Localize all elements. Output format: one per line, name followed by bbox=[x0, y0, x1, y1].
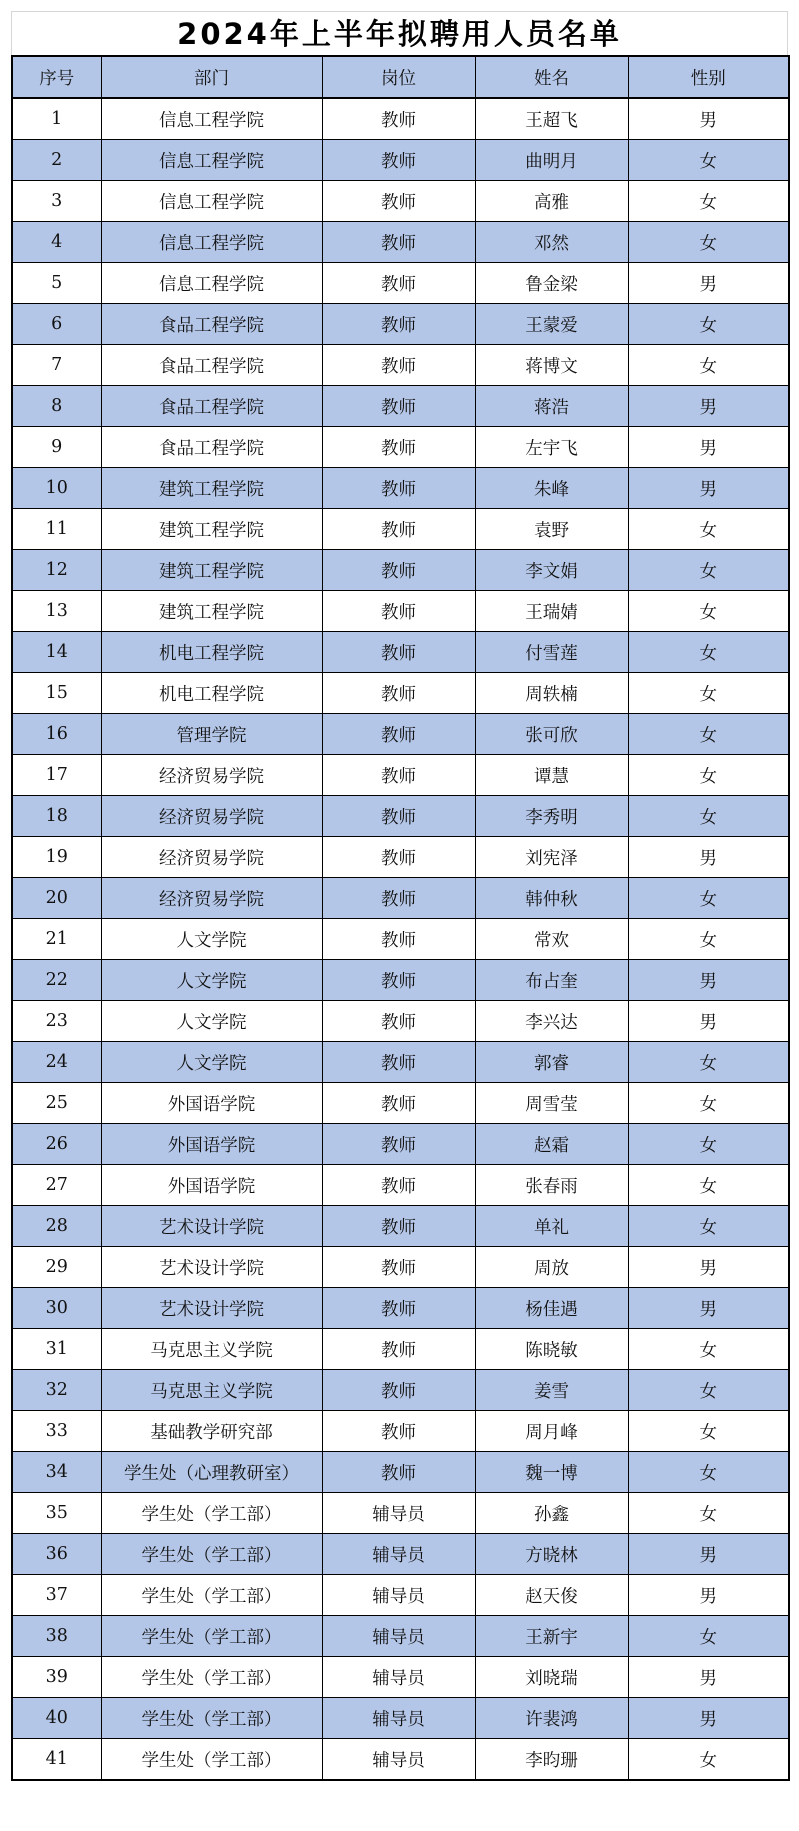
table-row bbox=[12, 1124, 789, 1165]
cell-department: 外国语学院 bbox=[101, 1165, 322, 1206]
table-row bbox=[12, 98, 789, 140]
cell-department: 外国语学院 bbox=[101, 1083, 322, 1124]
cell-gender: 女 bbox=[628, 222, 789, 263]
cell-index: 41 bbox=[12, 1739, 101, 1781]
cell-department: 信息工程学院 bbox=[101, 263, 322, 304]
cell-index: 19 bbox=[12, 837, 101, 878]
cell-position: 教师 bbox=[322, 386, 475, 427]
table-row bbox=[12, 550, 789, 591]
cell-index: 11 bbox=[12, 509, 101, 550]
cell-index: 26 bbox=[12, 1124, 101, 1165]
column-header-department: 部门 bbox=[101, 56, 322, 98]
cell-department: 信息工程学院 bbox=[101, 181, 322, 222]
cell-department: 人文学院 bbox=[101, 1042, 322, 1083]
cell-gender: 男 bbox=[628, 1698, 789, 1739]
cell-gender: 女 bbox=[628, 509, 789, 550]
cell-gender: 女 bbox=[628, 1370, 789, 1411]
cell-index: 4 bbox=[12, 222, 101, 263]
cell-department: 建筑工程学院 bbox=[101, 550, 322, 591]
cell-gender: 女 bbox=[628, 1411, 789, 1452]
cell-gender: 女 bbox=[628, 1452, 789, 1493]
cell-name: 王瑞婧 bbox=[475, 591, 628, 632]
cell-department: 机电工程学院 bbox=[101, 673, 322, 714]
cell-position: 教师 bbox=[322, 878, 475, 919]
cell-index: 2 bbox=[12, 140, 101, 181]
column-header-position: 岗位 bbox=[322, 56, 475, 98]
cell-index: 27 bbox=[12, 1165, 101, 1206]
cell-department: 经济贸易学院 bbox=[101, 796, 322, 837]
cell-index: 33 bbox=[12, 1411, 101, 1452]
cell-index: 39 bbox=[12, 1657, 101, 1698]
cell-position: 教师 bbox=[322, 1329, 475, 1370]
table-row bbox=[12, 837, 789, 878]
cell-position: 教师 bbox=[322, 263, 475, 304]
cell-index: 23 bbox=[12, 1001, 101, 1042]
cell-department: 外国语学院 bbox=[101, 1124, 322, 1165]
table-row bbox=[12, 1616, 789, 1657]
cell-position: 辅导员 bbox=[322, 1493, 475, 1534]
table-row bbox=[12, 1657, 789, 1698]
cell-position: 教师 bbox=[322, 1001, 475, 1042]
cell-department: 食品工程学院 bbox=[101, 345, 322, 386]
cell-gender: 女 bbox=[628, 796, 789, 837]
cell-department: 信息工程学院 bbox=[101, 98, 322, 140]
cell-position: 教师 bbox=[322, 1288, 475, 1329]
cell-position: 教师 bbox=[322, 1206, 475, 1247]
cell-position: 教师 bbox=[322, 960, 475, 1001]
cell-department: 学生处（学工部） bbox=[101, 1657, 322, 1698]
table-row bbox=[12, 1411, 789, 1452]
cell-gender: 女 bbox=[628, 755, 789, 796]
cell-position: 教师 bbox=[322, 427, 475, 468]
cell-index: 38 bbox=[12, 1616, 101, 1657]
cell-name: 鲁金梁 bbox=[475, 263, 628, 304]
table-row bbox=[12, 181, 789, 222]
cell-department: 信息工程学院 bbox=[101, 222, 322, 263]
cell-name: 蒋浩 bbox=[475, 386, 628, 427]
cell-position: 教师 bbox=[322, 468, 475, 509]
cell-gender: 女 bbox=[628, 919, 789, 960]
cell-position: 教师 bbox=[322, 714, 475, 755]
table-row bbox=[12, 1288, 789, 1329]
cell-name: 常欢 bbox=[475, 919, 628, 960]
table-row bbox=[12, 345, 789, 386]
cell-position: 教师 bbox=[322, 1247, 475, 1288]
cell-department: 艺术设计学院 bbox=[101, 1288, 322, 1329]
cell-position: 教师 bbox=[322, 1042, 475, 1083]
table-row bbox=[12, 960, 789, 1001]
cell-department: 学生处（学工部） bbox=[101, 1575, 322, 1616]
cell-position: 教师 bbox=[322, 673, 475, 714]
cell-position: 教师 bbox=[322, 1370, 475, 1411]
cell-department: 马克思主义学院 bbox=[101, 1370, 322, 1411]
cell-index: 20 bbox=[12, 878, 101, 919]
cell-department: 艺术设计学院 bbox=[101, 1206, 322, 1247]
table-row bbox=[12, 263, 789, 304]
cell-department: 建筑工程学院 bbox=[101, 468, 322, 509]
cell-position: 辅导员 bbox=[322, 1616, 475, 1657]
cell-position: 教师 bbox=[322, 755, 475, 796]
cell-index: 13 bbox=[12, 591, 101, 632]
cell-department: 人文学院 bbox=[101, 1001, 322, 1042]
cell-gender: 男 bbox=[628, 1288, 789, 1329]
cell-position: 教师 bbox=[322, 796, 475, 837]
table-row bbox=[12, 468, 789, 509]
cell-name: 布占奎 bbox=[475, 960, 628, 1001]
cell-gender: 女 bbox=[628, 1083, 789, 1124]
cell-gender: 女 bbox=[628, 591, 789, 632]
table-row bbox=[12, 1001, 789, 1042]
cell-index: 3 bbox=[12, 181, 101, 222]
table-row bbox=[12, 714, 789, 755]
cell-gender: 男 bbox=[628, 386, 789, 427]
cell-department: 基础教学研究部 bbox=[101, 1411, 322, 1452]
cell-department: 人文学院 bbox=[101, 919, 322, 960]
cell-index: 31 bbox=[12, 1329, 101, 1370]
cell-name: 单礼 bbox=[475, 1206, 628, 1247]
cell-department: 马克思主义学院 bbox=[101, 1329, 322, 1370]
cell-name: 王超飞 bbox=[475, 98, 628, 140]
cell-index: 30 bbox=[12, 1288, 101, 1329]
table-row bbox=[12, 222, 789, 263]
cell-gender: 男 bbox=[628, 468, 789, 509]
cell-gender: 男 bbox=[628, 1247, 789, 1288]
cell-position: 辅导员 bbox=[322, 1575, 475, 1616]
cell-department: 人文学院 bbox=[101, 960, 322, 1001]
cell-gender: 女 bbox=[628, 878, 789, 919]
cell-name: 王新宇 bbox=[475, 1616, 628, 1657]
cell-index: 14 bbox=[12, 632, 101, 673]
cell-position: 教师 bbox=[322, 181, 475, 222]
table-row bbox=[12, 140, 789, 181]
cell-gender: 女 bbox=[628, 1616, 789, 1657]
cell-name: 付雪莲 bbox=[475, 632, 628, 673]
cell-name: 李昀珊 bbox=[475, 1739, 628, 1781]
cell-name: 周雪莹 bbox=[475, 1083, 628, 1124]
cell-index: 1 bbox=[12, 98, 101, 140]
cell-department: 经济贸易学院 bbox=[101, 878, 322, 919]
table-row bbox=[12, 427, 789, 468]
table-row bbox=[12, 632, 789, 673]
cell-department: 学生处（学工部） bbox=[101, 1534, 322, 1575]
cell-name: 韩仲秋 bbox=[475, 878, 628, 919]
table-row bbox=[12, 1534, 789, 1575]
cell-name: 周放 bbox=[475, 1247, 628, 1288]
cell-name: 高雅 bbox=[475, 181, 628, 222]
cell-position: 教师 bbox=[322, 1083, 475, 1124]
cell-gender: 女 bbox=[628, 1042, 789, 1083]
table-row bbox=[12, 1493, 789, 1534]
table-row bbox=[12, 919, 789, 960]
table-body bbox=[12, 98, 789, 1780]
table-row bbox=[12, 1042, 789, 1083]
cell-name: 周轶楠 bbox=[475, 673, 628, 714]
cell-index: 10 bbox=[12, 468, 101, 509]
cell-gender: 女 bbox=[628, 550, 789, 591]
cell-department: 学生处（学工部） bbox=[101, 1739, 322, 1781]
cell-index: 5 bbox=[12, 263, 101, 304]
cell-index: 9 bbox=[12, 427, 101, 468]
cell-position: 教师 bbox=[322, 591, 475, 632]
cell-index: 34 bbox=[12, 1452, 101, 1493]
cell-gender: 女 bbox=[628, 1739, 789, 1781]
cell-index: 6 bbox=[12, 304, 101, 345]
cell-index: 8 bbox=[12, 386, 101, 427]
table-row bbox=[12, 1165, 789, 1206]
cell-name: 刘宪泽 bbox=[475, 837, 628, 878]
cell-name: 李兴达 bbox=[475, 1001, 628, 1042]
column-header-name: 姓名 bbox=[475, 56, 628, 98]
table-row bbox=[12, 1370, 789, 1411]
cell-gender: 男 bbox=[628, 1001, 789, 1042]
cell-gender: 女 bbox=[628, 345, 789, 386]
cell-name: 曲明月 bbox=[475, 140, 628, 181]
cell-gender: 女 bbox=[628, 1206, 789, 1247]
table-row bbox=[12, 304, 789, 345]
cell-name: 李秀明 bbox=[475, 796, 628, 837]
cell-index: 17 bbox=[12, 755, 101, 796]
cell-position: 教师 bbox=[322, 222, 475, 263]
cell-gender: 女 bbox=[628, 1165, 789, 1206]
cell-department: 建筑工程学院 bbox=[101, 591, 322, 632]
cell-department: 信息工程学院 bbox=[101, 140, 322, 181]
column-header-gender: 性别 bbox=[628, 56, 789, 98]
cell-department: 经济贸易学院 bbox=[101, 837, 322, 878]
cell-position: 教师 bbox=[322, 550, 475, 591]
cell-name: 刘晓瑞 bbox=[475, 1657, 628, 1698]
cell-position: 教师 bbox=[322, 140, 475, 181]
table-row bbox=[12, 1083, 789, 1124]
cell-name: 张可欣 bbox=[475, 714, 628, 755]
cell-name: 邓然 bbox=[475, 222, 628, 263]
cell-position: 教师 bbox=[322, 1165, 475, 1206]
cell-name: 方晓林 bbox=[475, 1534, 628, 1575]
cell-name: 杨佳遇 bbox=[475, 1288, 628, 1329]
cell-name: 朱峰 bbox=[475, 468, 628, 509]
cell-index: 37 bbox=[12, 1575, 101, 1616]
cell-position: 教师 bbox=[322, 1411, 475, 1452]
cell-index: 15 bbox=[12, 673, 101, 714]
cell-position: 教师 bbox=[322, 345, 475, 386]
page-title: 2024年上半年拟聘用人员名单 bbox=[11, 11, 788, 55]
cell-gender: 男 bbox=[628, 960, 789, 1001]
cell-name: 张春雨 bbox=[475, 1165, 628, 1206]
cell-department: 学生处（学工部） bbox=[101, 1616, 322, 1657]
cell-index: 22 bbox=[12, 960, 101, 1001]
cell-position: 教师 bbox=[322, 1124, 475, 1165]
table-row bbox=[12, 1739, 789, 1781]
cell-gender: 女 bbox=[628, 1124, 789, 1165]
cell-index: 32 bbox=[12, 1370, 101, 1411]
cell-index: 36 bbox=[12, 1534, 101, 1575]
cell-name: 魏一博 bbox=[475, 1452, 628, 1493]
cell-gender: 男 bbox=[628, 427, 789, 468]
cell-position: 辅导员 bbox=[322, 1698, 475, 1739]
cell-department: 食品工程学院 bbox=[101, 427, 322, 468]
table-row bbox=[12, 1452, 789, 1493]
cell-name: 姜雪 bbox=[475, 1370, 628, 1411]
cell-gender: 男 bbox=[628, 263, 789, 304]
cell-index: 18 bbox=[12, 796, 101, 837]
cell-gender: 女 bbox=[628, 632, 789, 673]
cell-position: 教师 bbox=[322, 632, 475, 673]
cell-position: 教师 bbox=[322, 919, 475, 960]
cell-department: 学生处（学工部） bbox=[101, 1493, 322, 1534]
cell-index: 35 bbox=[12, 1493, 101, 1534]
cell-name: 王蒙爱 bbox=[475, 304, 628, 345]
table-row bbox=[12, 878, 789, 919]
cell-name: 许裴鸿 bbox=[475, 1698, 628, 1739]
cell-index: 24 bbox=[12, 1042, 101, 1083]
cell-department: 学生处（学工部） bbox=[101, 1698, 322, 1739]
cell-index: 21 bbox=[12, 919, 101, 960]
cell-gender: 女 bbox=[628, 1329, 789, 1370]
table-row bbox=[12, 1575, 789, 1616]
table-header-row bbox=[12, 56, 789, 98]
cell-name: 谭慧 bbox=[475, 755, 628, 796]
table-row bbox=[12, 1247, 789, 1288]
table-row bbox=[12, 755, 789, 796]
cell-gender: 女 bbox=[628, 1493, 789, 1534]
table-row bbox=[12, 509, 789, 550]
cell-gender: 男 bbox=[628, 98, 789, 140]
cell-index: 25 bbox=[12, 1083, 101, 1124]
cell-name: 蒋博文 bbox=[475, 345, 628, 386]
cell-position: 辅导员 bbox=[322, 1534, 475, 1575]
cell-name: 赵天俊 bbox=[475, 1575, 628, 1616]
cell-position: 教师 bbox=[322, 304, 475, 345]
table-row bbox=[12, 591, 789, 632]
cell-name: 陈晓敏 bbox=[475, 1329, 628, 1370]
cell-name: 郭睿 bbox=[475, 1042, 628, 1083]
cell-name: 袁野 bbox=[475, 509, 628, 550]
cell-gender: 女 bbox=[628, 673, 789, 714]
table-row bbox=[12, 796, 789, 837]
personnel-table bbox=[11, 55, 790, 1781]
cell-position: 教师 bbox=[322, 98, 475, 140]
cell-index: 12 bbox=[12, 550, 101, 591]
cell-name: 李文娟 bbox=[475, 550, 628, 591]
table-row bbox=[12, 673, 789, 714]
cell-gender: 女 bbox=[628, 140, 789, 181]
cell-index: 7 bbox=[12, 345, 101, 386]
cell-position: 教师 bbox=[322, 1452, 475, 1493]
table-row bbox=[12, 1329, 789, 1370]
cell-index: 28 bbox=[12, 1206, 101, 1247]
cell-gender: 女 bbox=[628, 304, 789, 345]
column-header-index: 序号 bbox=[12, 56, 101, 98]
cell-name: 周月峰 bbox=[475, 1411, 628, 1452]
table-row bbox=[12, 1698, 789, 1739]
cell-department: 食品工程学院 bbox=[101, 386, 322, 427]
cell-name: 孙鑫 bbox=[475, 1493, 628, 1534]
cell-department: 食品工程学院 bbox=[101, 304, 322, 345]
cell-gender: 男 bbox=[628, 1534, 789, 1575]
cell-department: 建筑工程学院 bbox=[101, 509, 322, 550]
cell-gender: 男 bbox=[628, 1657, 789, 1698]
cell-index: 29 bbox=[12, 1247, 101, 1288]
cell-gender: 男 bbox=[628, 837, 789, 878]
cell-position: 辅导员 bbox=[322, 1739, 475, 1781]
cell-gender: 女 bbox=[628, 714, 789, 755]
cell-department: 学生处（心理教研室） bbox=[101, 1452, 322, 1493]
table-row bbox=[12, 1206, 789, 1247]
table-row bbox=[12, 386, 789, 427]
document-sheet bbox=[11, 11, 788, 1781]
cell-department: 管理学院 bbox=[101, 714, 322, 755]
cell-index: 40 bbox=[12, 1698, 101, 1739]
cell-department: 艺术设计学院 bbox=[101, 1247, 322, 1288]
cell-position: 教师 bbox=[322, 509, 475, 550]
cell-gender: 男 bbox=[628, 1575, 789, 1616]
cell-name: 左宇飞 bbox=[475, 427, 628, 468]
cell-department: 机电工程学院 bbox=[101, 632, 322, 673]
cell-department: 经济贸易学院 bbox=[101, 755, 322, 796]
cell-name: 赵霜 bbox=[475, 1124, 628, 1165]
cell-gender: 女 bbox=[628, 181, 789, 222]
cell-index: 16 bbox=[12, 714, 101, 755]
cell-position: 辅导员 bbox=[322, 1657, 475, 1698]
cell-position: 教师 bbox=[322, 837, 475, 878]
